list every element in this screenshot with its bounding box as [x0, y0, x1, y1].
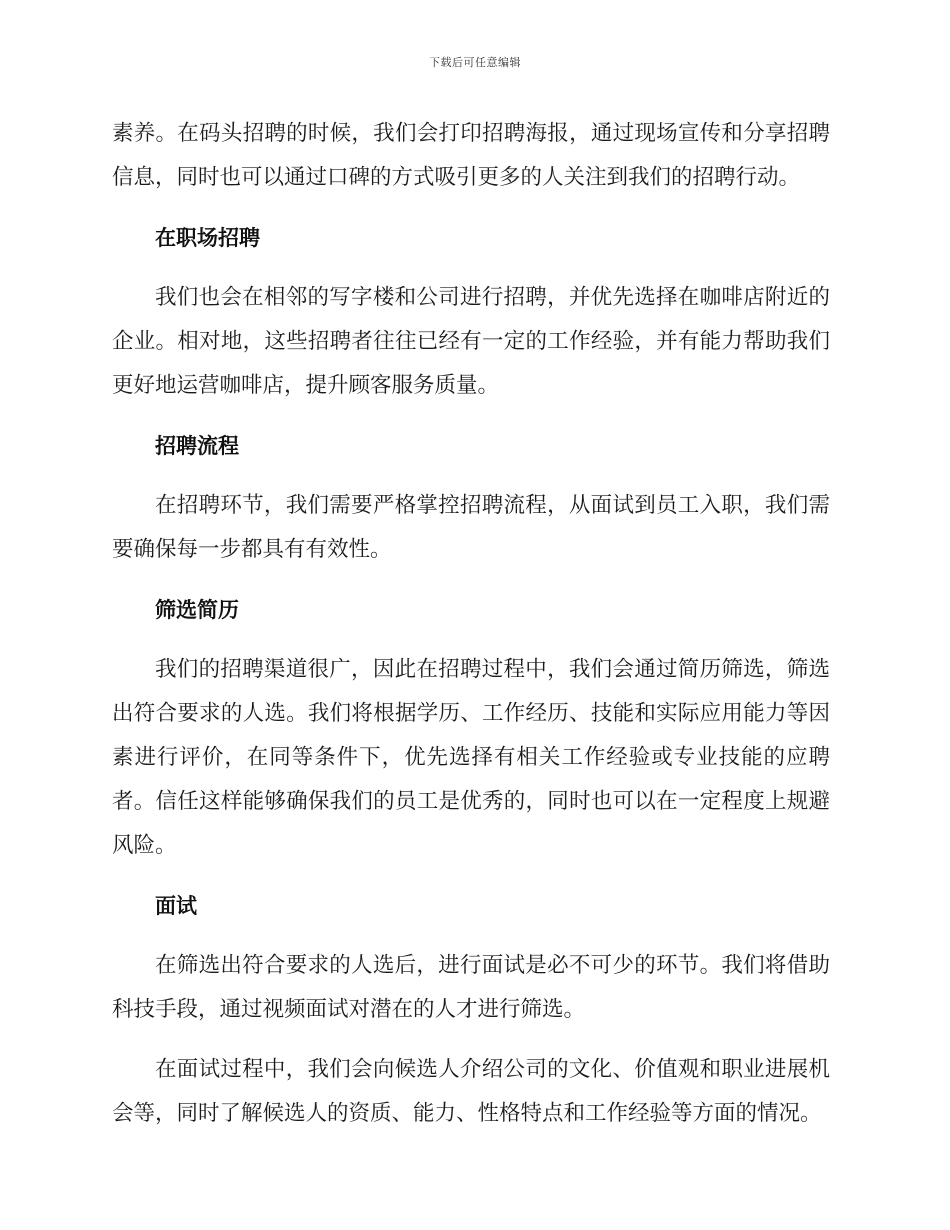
paragraph: 在面试过程中，我们会向候选人介绍公司的文化、价值观和职业进展机会等，同时了解候选人的资质、能力、性格特点和工作经验等方面的情况。 [112, 1057, 830, 1126]
paragraph: 在筛选出符合要求的人选后，进行面试是必不可少的环节。我们将借助科技手段，通过视频面试对潜在的人才进行筛选。 [112, 953, 830, 1022]
section-heading: 在职场招聘 [155, 226, 260, 250]
section-heading: 招聘流程 [155, 434, 239, 458]
page-header: 下载后可任意编辑 [429, 56, 521, 69]
paragraph: 在招聘环节，我们需要严格掌控招聘流程，从面试到员工入职，我们需要确保每一步都具有有效性。 [112, 493, 830, 562]
section-heading: 面试 [155, 894, 197, 918]
document-body [112, 112, 830, 1152]
paragraph: 我们也会在相邻的写字楼和公司进行招聘，并优先选择在咖啡店附近的企业。相对地，这些招聘者往往已经有一定的工作经验，并有能力帮助我们更好地运营咖啡店，提升顾客服务质量。 [112, 285, 830, 398]
paragraph: 我们的招聘渠道很广，因此在招聘过程中，我们会通过简历筛选，筛选出符合要求的人选。我们将根据学历、工作经历、技能和实际应用能力等因素进行评价，在同等条件下，优先选择有相关工作经验或专业技能的应聘者。信任这样能够确保我们的员工是优秀的，同时也可以在一定程度上规避风险。 [112, 657, 830, 858]
paragraph: 素养。在码头招聘的时候，我们会打印招聘海报，通过现场宣传和分享招聘信息，同时也可以通过口碑的方式吸引更多的人关注到我们的招聘行动。 [112, 121, 830, 190]
section-heading: 筛选简历 [155, 598, 239, 622]
